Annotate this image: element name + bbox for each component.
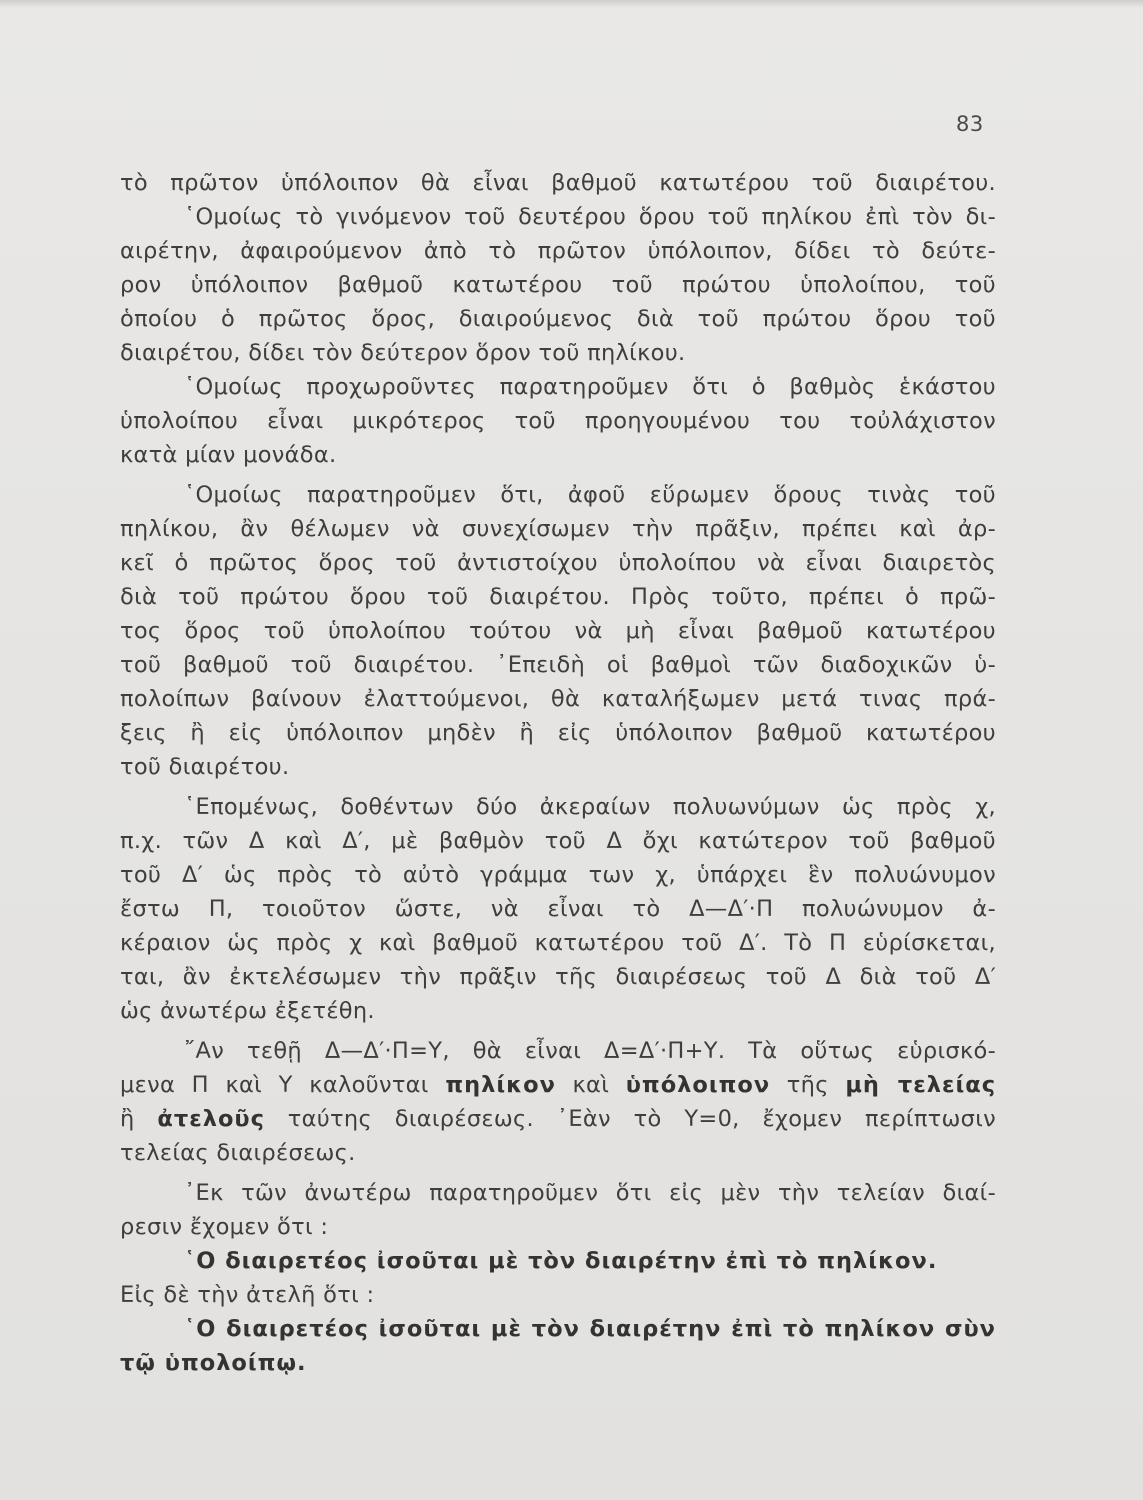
text-line: ὡς ἀνωτέρω ἐξετέθη. <box>120 998 375 1024</box>
rule-imperfect-division-end: τῷ ὑπολοίπῳ. <box>120 1350 307 1376</box>
text-line: διὰ τοῦ πρώτου ὅρου τοῦ διαιρέτου. Πρὸς τοῦτο, πρέπει ὁ πρῶ- <box>120 584 996 610</box>
text-line: ῾Επομένως, δοθέντων δύο ἀκεραίων πολυωνύμων ὡς πρὸς χ, <box>184 794 996 820</box>
text-line: ὁποίου ὁ πρῶτος ὅρος, διαιρούμενος διὰ τοῦ πρώτου ὅρου τοῦ <box>120 306 996 332</box>
body-text <box>120 166 996 1380</box>
rule-imperfect-division: ῾Ο διαιρετέος ἰσοῦται μὲ τὸν διαιρέτην ἐπὶ τὸ πηλίκον σὺν <box>184 1316 996 1342</box>
text-line: τοῦ διαιρέτου. <box>120 754 290 780</box>
text-line: πολοίπων βαίνουν ἐλαττούμενοι, θὰ καταλήξωμεν μετά τινας πρά- <box>120 686 996 712</box>
text-line: διαιρέτου, δίδει τὸν δεύτερον ὅρον τοῦ πηλίκου. <box>120 340 686 366</box>
text-line: ἔστω Π, τοιοῦτον ὥστε, νὰ εἶναι τὸ Δ—Δ′·Π πολυώνυμον ἀ- <box>120 896 996 922</box>
text-line: κατὰ μίαν μονάδα. <box>120 442 337 468</box>
text-line: κεῖ ὁ πρῶτος ὅρος τοῦ ἀντιστοίχου ὑπολοίπου νὰ εἶναι διαιρετὸς <box>120 550 996 576</box>
page-edge-shadow <box>0 0 1143 8</box>
text-line: τὸ πρῶτον ὑπόλοιπον θὰ εἶναι βαθμοῦ κατωτέρου τοῦ διαιρέτου. <box>120 170 996 196</box>
text-line: τοῦ Δ′ ὡς πρὸς τὸ αὐτὸ γράμμα των χ, ὑπάρχει ἓν πολυώνυμον <box>120 862 996 888</box>
text-line: ρεσιν ἔχομεν ὅτι : <box>120 1214 329 1240</box>
text-line: ᾿Εκ τῶν ἀνωτέρω παρατηροῦμεν ὅτι εἰς μὲν τὴν τελείαν διαί- <box>184 1180 996 1206</box>
term-imperfect: μὴ τελείας <box>845 1072 997 1098</box>
term-incomplete: ἀτελοῦς <box>157 1106 265 1132</box>
text-line: π.χ. τῶν Δ καὶ Δ′, μὲ βαθμὸν τοῦ Δ ὄχι κατώτερον τοῦ βαθμοῦ <box>120 828 996 854</box>
term-quotient: πηλίκον <box>445 1072 556 1098</box>
definition-line: τελείας διαιρέσεως. <box>120 1140 356 1166</box>
definition-line: μενα Π καὶ Υ καλοῦνται πηλίκον καὶ ὑπόλοιπον τῆς μὴ τελείας <box>120 1072 997 1098</box>
definition-line: ἢ ἀτελοῦς ταύτης διαιρέσεως. ᾿Εὰν τὸ Υ=0, ἔχομεν περίπτωσιν <box>120 1106 997 1132</box>
text-line: αιρέτην, ἀφαιρούμενον ἀπὸ τὸ πρῶτον ὑπόλοιπον, δίδει τὸ δεύτε- <box>120 238 996 264</box>
term-remainder: ὑπόλοιπον <box>625 1072 771 1098</box>
text-line: ρον ὑπόλοιπον βαθμοῦ κατωτέρου τοῦ πρώτου ὑπολοίπου, τοῦ <box>120 272 996 298</box>
definition-line: ῎Αν τεθῇ Δ—Δ′·Π=Υ, θὰ εἶναι Δ=Δ′·Π+Υ. Τὰ οὕτως εὑρισκό- <box>184 1038 996 1064</box>
text-line: ῾Ομοίως τὸ γινόμενον τοῦ δευτέρου ὅρου τοῦ πηλίκου ἐπὶ τὸν δι- <box>184 204 996 230</box>
text-line: τος ὅρος τοῦ ὑπολοίπου τούτου νὰ μὴ εἶναι βαθμοῦ κατωτέρου <box>120 618 996 644</box>
rule-perfect-division: ῾Ο διαιρετέος ἰσοῦται μὲ τὸν διαιρέτην ἐπὶ τὸ πηλίκον. <box>184 1248 938 1274</box>
text-line: κέραιον ὡς πρὸς χ καὶ βαθμοῦ κατωτέρου τοῦ Δ′. Τὸ Π εὑρίσκεται, <box>120 930 996 956</box>
text-line: πηλίκου, ἂν θέλωμεν νὰ συνεχίσωμεν τὴν πρᾶξιν, πρέπει καὶ ἀρ- <box>120 516 996 542</box>
text-line: τοῦ βαθμοῦ τοῦ διαιρέτου. ᾿Επειδὴ οἱ βαθμοὶ τῶν διαδοχικῶν ὑ- <box>120 652 996 678</box>
text-line: ῾Ομοίως προχωροῦντες παρατηροῦμεν ὅτι ὁ βαθμὸς ἑκάστου <box>184 374 996 400</box>
page-number: 83 <box>956 112 984 136</box>
text-line: ται, ἂν ἐκτελέσωμεν τὴν πρᾶξιν τῆς διαιρέσεως τοῦ Δ διὰ τοῦ Δ′ <box>120 964 996 990</box>
text-line: ῾Ομοίως παρατηροῦμεν ὅτι, ἀφοῦ εὕρωμεν ὅρους τινὰς τοῦ <box>184 482 996 508</box>
text-line: ξεις ἢ εἰς ὑπόλοιπον μηδὲν ἢ εἰς ὑπόλοιπον βαθμοῦ κατωτέρου <box>120 720 996 746</box>
text-line: Εἰς δὲ τὴν ἀτελῆ ὅτι : <box>120 1282 375 1308</box>
text-line: ὑπολοίπου εἶναι μικρότερος τοῦ προηγουμένου του τοὐλάχιστον <box>120 408 996 434</box>
